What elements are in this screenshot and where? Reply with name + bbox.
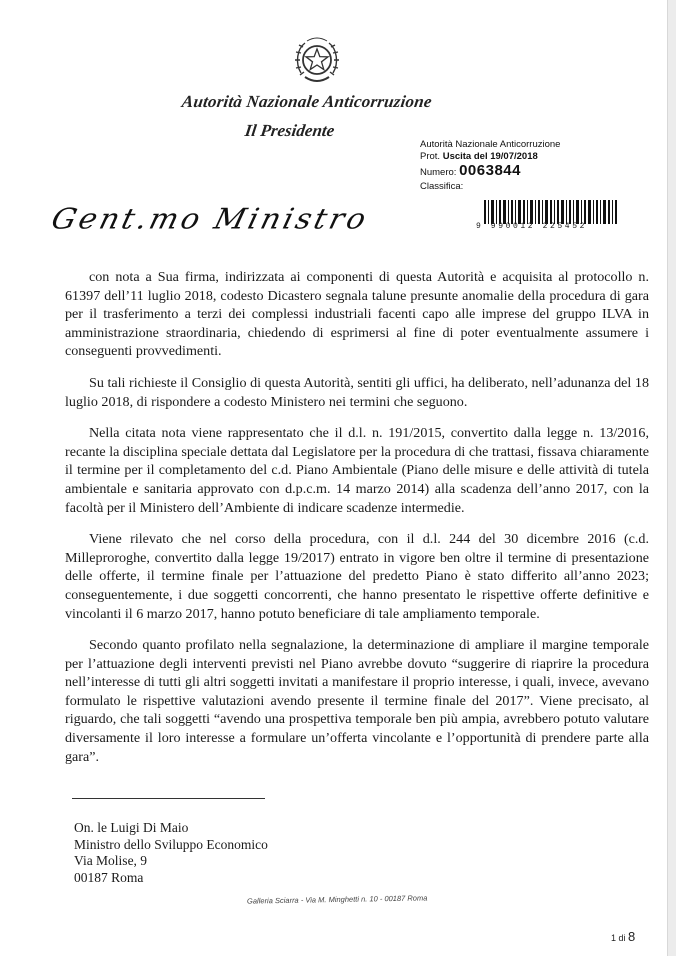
stamp-organization: Autorità Nazionale Anticorruzione: [420, 139, 561, 150]
page-number-total: 8: [628, 929, 636, 944]
addressee-divider: [72, 798, 265, 799]
paragraph: con nota a Sua firma, indirizzata ai componenti di questa Autorità e acquisita al protocollo n. 61397 dell’11 luglio 2018, codesto Dicastero segnala talune presunte anomalie della procedura di gara per il trasferimento a terzi dei complessi industriali facenti capo alle imprese del gruppo ILVA in amministrazione straordinaria, chiedendo di esprimersi al fine di poter eventualmente assumere i conseguenti provvedimenti.: [65, 269, 649, 360]
addressee-street: Via Molise, 9: [74, 853, 148, 868]
page-number-prefix: 1 di: [611, 933, 626, 943]
stamp-classification-label: Classifica:: [420, 181, 464, 192]
page-number: [611, 929, 635, 944]
paragraph: Viene rilevato che nel corso della procedura, con il d.l. 244 del 30 dicembre 2016 (c.d. Milleproroghe, convertito dalla legge 19/2017) entrato in vigore ben oltre il termine di presentazione delle offerte, il termine finale per l’attuazione del predetto Piano è stato differito all’anno 2023; conseguentemente, i due soggetti concorrenti, che hanno presentato le rispettive offerte definitive e vincolanti il 6 marzo 2017, hanno potuto beneficiare di tale ampliamento temporale.: [65, 531, 649, 622]
stamp-prot-label: Prot.: [420, 151, 441, 162]
italian-republic-emblem-icon: [293, 35, 341, 87]
protocol-stamp: [420, 138, 620, 193]
paragraph: Su tali richieste il Consiglio di questa Autorità, sentiti gli uffici, ha deliberato, nell’adunanza del 18 luglio 2018, di rispondere a codesto Ministero nei termini che seguono.: [65, 374, 649, 410]
barcode-icon: [484, 200, 619, 224]
page-edge: [667, 0, 676, 956]
stamp-prot-value: Uscita del 19/07/2018: [442, 151, 538, 162]
addressee-block: [74, 820, 268, 886]
addressee-role: Ministro dello Sviluppo Economico: [74, 836, 268, 852]
footer-address: Galleria Sciarra - Via M. Minghetti n. 10 - 00187 Roma: [246, 893, 428, 906]
addressee-name: On. le Luigi Di Maio: [74, 820, 189, 835]
handwritten-salutation: Gent.mo Ministro: [47, 202, 373, 237]
paragraph: Nella citata nota viene rappresentato che il d.l. n. 191/2015, convertito dalla legge n. 13/2016, recante la disciplina speciale dettata dal Legislatore per la procedura di che trattasi, fissava chiaramente il termine per il completamento del c.d. Piano Ambientale (Piano delle misure e delle attività di tutela ambientale e sanitaria approvato con d.p.c.m. 14 marzo 2014) alla scadenza dell’anno 2017, con la facoltà per il Ministero dell’Ambiente di indicare scadenze intermedie.: [65, 425, 649, 516]
paragraph: Secondo quanto profilato nella segnalazione, la determinazione di ampliare il margine temporale per l’attuazione degli interventi previsti nel Piano avrebbe dovuto “suggerire di riaprire la procedura nell’interesse di tutti gli altri soggetti invitati a manifestare il proprio interesse, i quali, invece, avevano formulato le rispettive valutazioni avendo presente il termine finale del 2017”. Viene precisato, al riguardo, che tali soggetti “avendo una prospettiva temporale ben più ampia, avrebbero potuto valutare diversamente il loro interesse a formulare un’offerta vincolante e l’opportunità di prendere parte alla gara”.: [65, 637, 649, 765]
addressee-city: 00187 Roma: [74, 869, 144, 885]
letterhead-organization: Autorità Nazionale Anticorruzione: [180, 92, 434, 111]
letterhead-office: Il Presidente: [243, 121, 336, 140]
stamp-number-value: 0063844: [459, 162, 521, 179]
letter-body: [65, 268, 649, 779]
stamp-number-label: Numero:: [420, 167, 457, 178]
barcode-digits: 9 990012 225452: [476, 222, 588, 231]
